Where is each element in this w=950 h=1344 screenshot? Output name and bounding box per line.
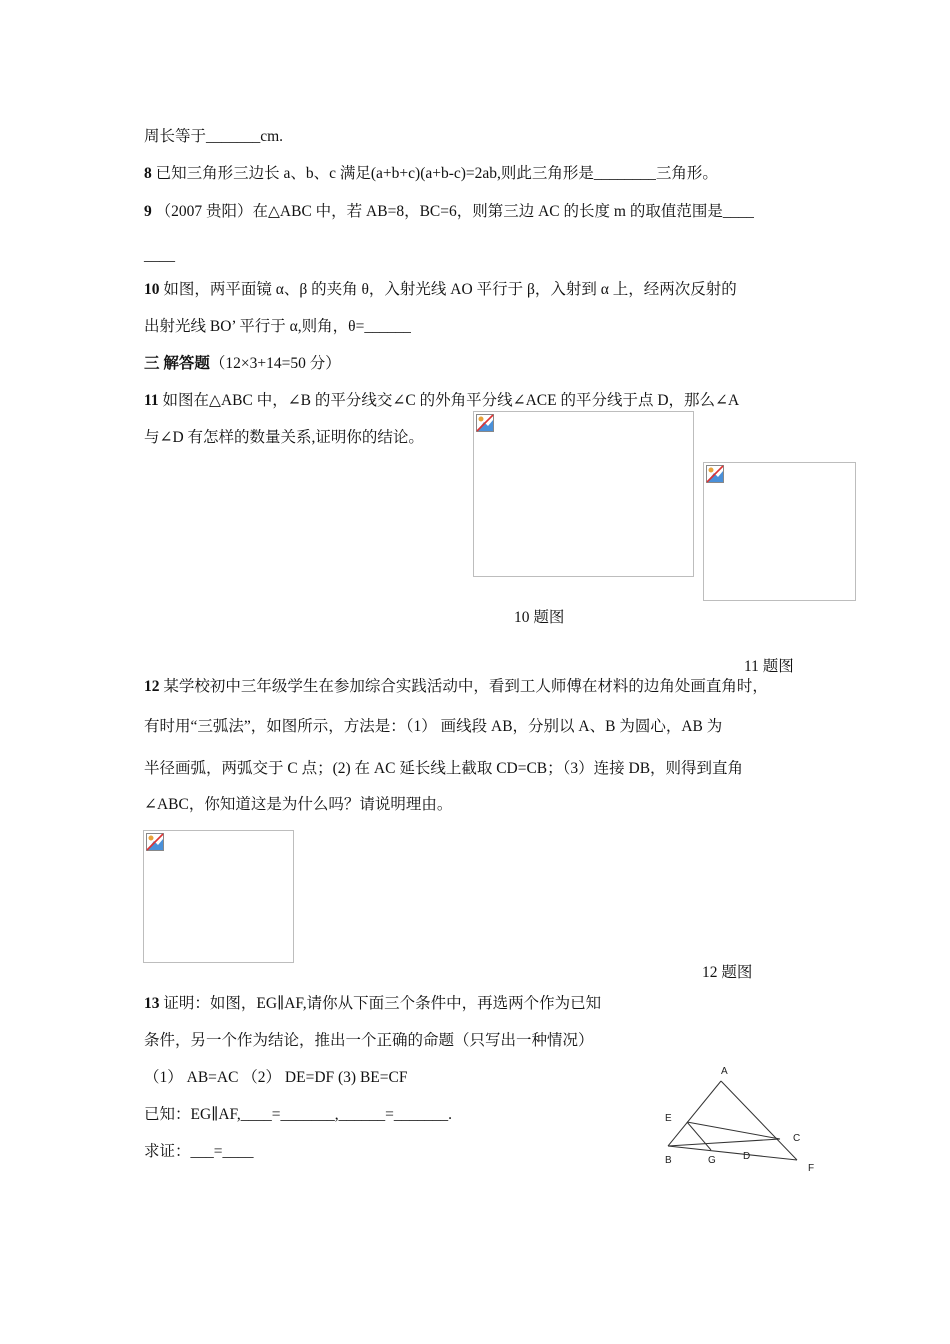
q13-known: 已知：EG∥AF,____=_______,______=_______.	[144, 1106, 453, 1123]
label-b: B	[665, 1155, 672, 1166]
q8-text: 已知三角形三边长 a、b、c 满足(a+b+c)(a+b-c)=2ab,则此三角形是________三角形。	[151, 165, 718, 182]
label-a: A	[721, 1066, 728, 1077]
q12-number: 12	[144, 678, 160, 695]
figure-12-image	[143, 830, 294, 963]
side-ab	[668, 1081, 721, 1146]
side-af	[721, 1081, 797, 1160]
question-9	[144, 202, 754, 222]
line-ec	[687, 1122, 780, 1139]
label-f: F	[808, 1163, 815, 1174]
q11-number: 11	[144, 392, 159, 409]
q13-number: 13	[144, 995, 160, 1012]
section-title: 三 解答题	[144, 355, 210, 372]
label-e: E	[665, 1113, 672, 1124]
line-bc	[668, 1139, 780, 1146]
label-c: C	[793, 1133, 801, 1144]
q13-line-2: 条件，另一个作为结论，推出一个正确的命题（只写出一种情况）	[144, 1032, 594, 1049]
label-g: G	[708, 1155, 716, 1166]
section-heading	[144, 354, 341, 374]
broken-image-icon	[146, 833, 164, 851]
label-d: D	[743, 1151, 751, 1162]
question-13	[144, 994, 601, 1014]
q10-text: 如图，两平面镜 α、β 的夹角 θ，入射光线 AO 平行于 β，入射到 α 上，经两次反射的	[159, 281, 737, 298]
q10-number: 10	[144, 281, 160, 298]
q7-tail: 周长等于_______cm.	[144, 128, 284, 145]
q12-text: 某学校初中三年级学生在参加综合实践活动中，看到工人师傅在材料的边角处画直角时，	[159, 678, 768, 695]
question-10	[144, 280, 737, 300]
q12-line-2: 有时用“三弧法”，如图所示，方法是：（1） 画线段 AB，分别以 A、B 为圆心，AB 为	[144, 718, 723, 735]
q9-text: （2007 贵阳）在△ABC 中，若 AB=8，BC=6，则第三边 AC 的长度 m 的取值范围是____	[151, 203, 754, 220]
figure-10-caption: 10 题图	[514, 609, 565, 626]
q11-continuation: 与∠D 有怎样的数量关系,证明你的结论。	[144, 429, 424, 446]
figure-12-caption: 12 题图	[702, 964, 753, 981]
figure-11-image	[703, 462, 856, 601]
figure-10-image	[473, 411, 694, 577]
q8-number: 8	[144, 165, 152, 182]
question-8	[144, 164, 718, 184]
figure-13-diagram	[655, 1060, 830, 1180]
q10-continuation: 出射光线 BO’ 平行于 α,则角，θ=______	[144, 318, 411, 335]
q11-text: 如图在△ABC 中，∠B 的平分线交∠C 的外角平分线∠ACE 的平分线于点 D，那么∠A	[158, 392, 740, 409]
q13-text: 证明：如图，EG∥AF,请你从下面三个条件中，再选两个作为已知	[159, 995, 602, 1012]
line-bf	[668, 1146, 797, 1160]
section-score: （12×3+14=50 分）	[209, 355, 341, 372]
q13-conditions: （1） AB=AC （2） DE=DF (3) BE=CF	[144, 1069, 408, 1086]
question-12	[144, 677, 768, 697]
broken-image-icon	[706, 465, 724, 483]
question-11	[144, 391, 739, 411]
q13-prove: 求证：___=____	[144, 1143, 254, 1160]
q9-number: 9	[144, 203, 152, 220]
figure-11-caption: 11 题图	[744, 658, 794, 675]
q12-line-3: 半径画弧，两弧交于 C 点；(2) 在 AC 延长线上截取 CD=CB；（3）连接 DB，则得到直角	[144, 760, 744, 777]
q9-continuation: ____	[144, 247, 175, 264]
broken-image-icon	[476, 414, 494, 432]
q12-line-4: ∠ABC，你知道这是为什么吗？请说明理由。	[144, 796, 453, 813]
